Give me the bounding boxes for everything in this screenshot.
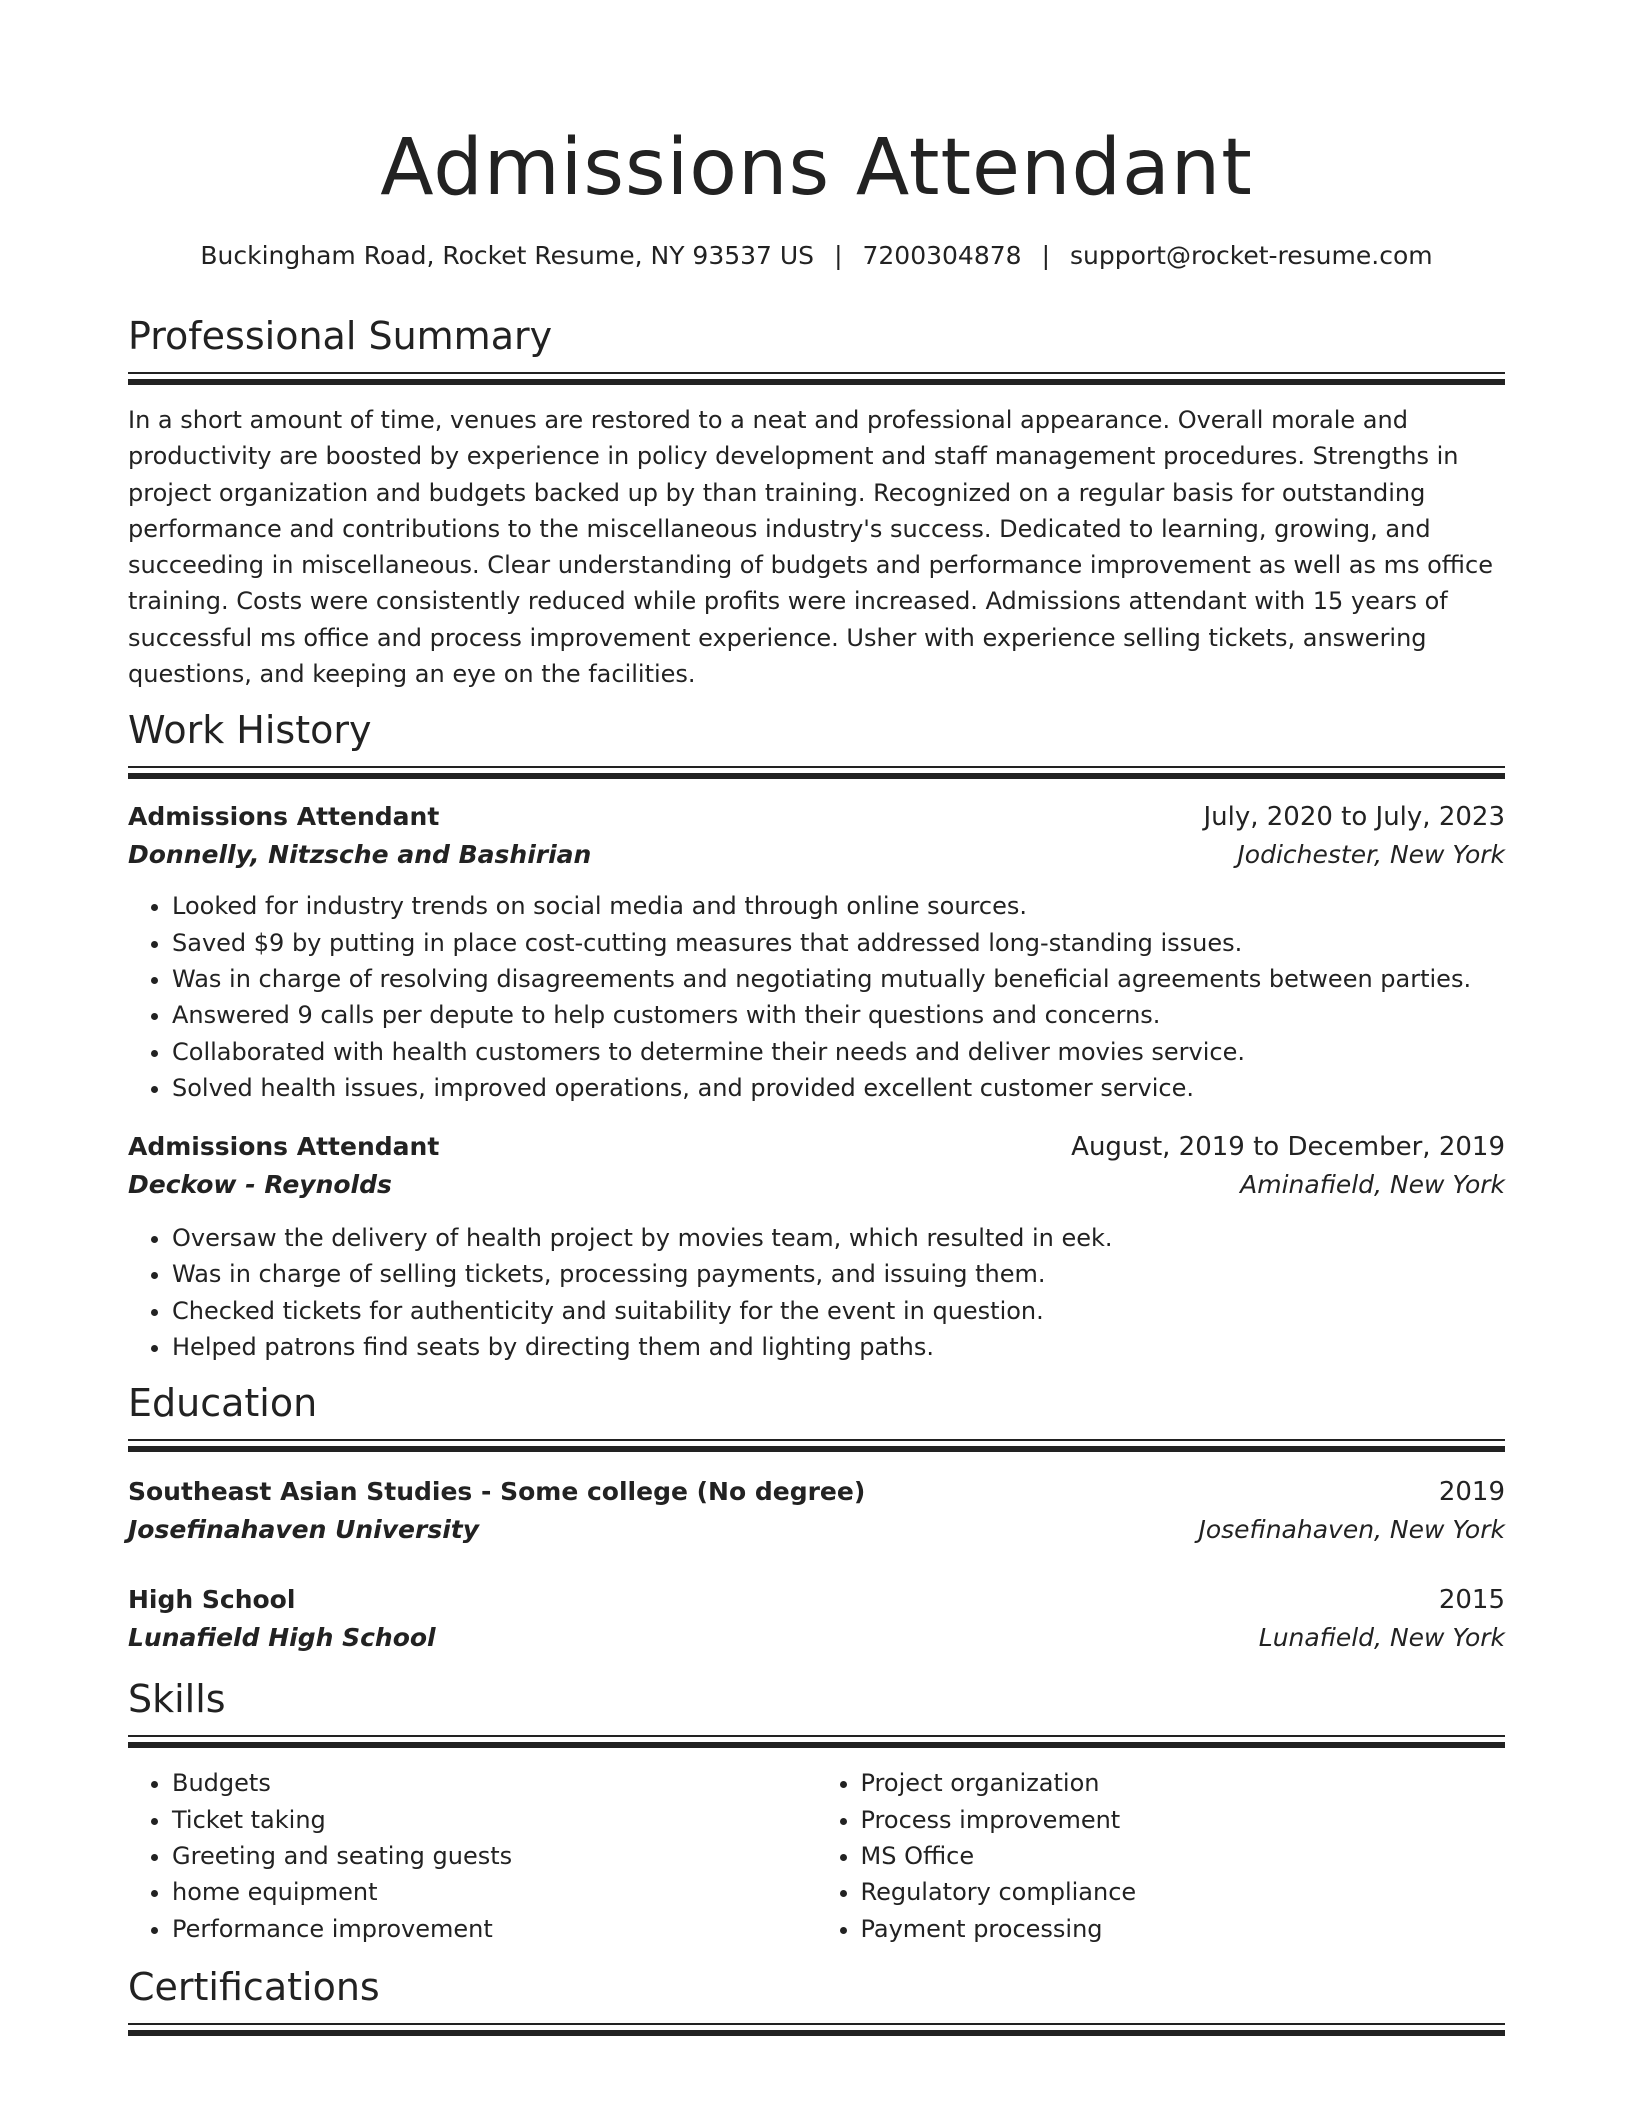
- skill-item: • Project organization: [861, 1765, 1506, 1801]
- job-bullet: • Solved health issues, improved operations, and provided excellent customer service.: [172, 1070, 1505, 1106]
- education-degree: Southeast Asian Studies - Some college (No degree): [128, 1477, 866, 1507]
- job-entry: [128, 1128, 1505, 1365]
- skill-item: • home equipment: [172, 1874, 817, 1910]
- job-bullet: • Looked for industry trends on social media and through online sources.: [172, 888, 1505, 924]
- job-company: Deckow - Reynolds: [128, 1170, 392, 1200]
- skills-list-right: [817, 1765, 1506, 1946]
- education-section: [128, 1379, 1505, 1657]
- education-location: Lunafield, New York: [1258, 1623, 1505, 1653]
- job-location: Jodichester, New York: [1237, 840, 1505, 870]
- job-bullet: • Oversaw the delivery of health project by movies team, which resulted in eek.: [172, 1220, 1505, 1256]
- section-title-work-history: Work History: [128, 708, 372, 753]
- job-title: Admissions Attendant: [128, 1132, 440, 1162]
- education-year: 2019: [1438, 1477, 1505, 1508]
- job-bullets: [128, 888, 1505, 1106]
- section-title-certifications: Certifications: [128, 1964, 380, 2009]
- resume-name: Admissions Attendant: [380, 123, 1253, 213]
- summary-text: In a short amount of time, venues are restored to a neat and professional appearance. Overall morale and productivity are boosted by experience in policy development and staff management procedures. Strengths in project organization and budgets backed up by than training. Recognized on a regular basis for outstanding performance and contributions to the miscellaneous industry's success. Dedicated to learning, growing, and succeeding in miscellaneous. Clear understanding of budgets and performance improvement as well as ms office training. Costs were consistently reduced while profits were increased. Admissions attendant with 15 years of successful ms office and process improvement experience. Usher with experience selling tickets, answering questions, and keeping an eye on the facilities.: [128, 406, 1493, 689]
- skills-list-left: [128, 1765, 817, 1946]
- education-location: Josefinahaven, New York: [1198, 1515, 1505, 1545]
- job-bullet: • Checked tickets for authenticity and suitability for the event in question.: [172, 1293, 1505, 1329]
- contact-address: Buckingham Road, Rocket Resume, NY 93537 US: [200, 241, 815, 270]
- job-company: Donnelly, Nitzsche and Bashirian: [128, 840, 592, 870]
- certifications-section: [128, 1963, 1505, 2043]
- skill-item: • Performance improvement: [172, 1911, 817, 1947]
- contact-separator: |: [834, 241, 843, 270]
- skill-item: • Regulatory compliance: [861, 1874, 1506, 1910]
- education-year: 2015: [1438, 1585, 1505, 1616]
- job-dates: July, 2020 to July, 2023: [1203, 802, 1505, 833]
- job-bullet: • Helped patrons find seats by directing them and lighting paths.: [172, 1329, 1505, 1365]
- job-bullet: • Saved $9 by putting in place cost-cutting measures that addressed long-standing issues.: [172, 925, 1505, 961]
- work-history-section: [128, 706, 1505, 1365]
- section-title-summary: Professional Summary: [128, 314, 553, 358]
- section-title-education: Education: [128, 1381, 318, 1426]
- contact-email: support@rocket-resume.com: [1070, 241, 1433, 270]
- section-divider: [128, 2023, 1505, 2025]
- education-degree: High School: [128, 1585, 296, 1615]
- resume-page: [128, 0, 1505, 2043]
- skill-item: • Ticket taking: [172, 1802, 817, 1838]
- education-school: Josefinahaven University: [128, 1515, 480, 1545]
- skills-section: [128, 1675, 1505, 1946]
- education-entry: [128, 1581, 1505, 1657]
- education-entry: [128, 1473, 1505, 1549]
- job-entry: [128, 798, 1505, 1106]
- skill-item: • Process improvement: [861, 1802, 1506, 1838]
- job-dates: August, 2019 to December, 2019: [1071, 1132, 1505, 1163]
- skill-item: • MS Office: [861, 1838, 1506, 1874]
- skill-item: • Budgets: [172, 1765, 817, 1801]
- job-bullet: • Answered 9 calls per depute to help customers with their questions and concerns.: [172, 997, 1505, 1033]
- summary-section: [128, 312, 1505, 692]
- job-bullet: • Was in charge of selling tickets, processing payments, and issuing them.: [172, 1256, 1505, 1292]
- skill-item: • Greeting and seating guests: [172, 1838, 817, 1874]
- job-bullet: • Was in charge of resolving disagreements and negotiating mutually beneficial agreements between parties.: [172, 961, 1505, 997]
- section-title-skills: Skills: [128, 1677, 226, 1722]
- contact-phone: 7200304878: [862, 241, 1022, 270]
- job-bullet: • Collaborated with health customers to determine their needs and deliver movies service.: [172, 1034, 1505, 1070]
- job-title: Admissions Attendant: [128, 802, 440, 832]
- section-divider: [128, 372, 1505, 374]
- skill-item: • Payment processing: [861, 1911, 1506, 1947]
- education-school: Lunafield High School: [128, 1623, 436, 1653]
- section-divider: [128, 1439, 1505, 1441]
- skills-columns: [128, 1765, 1505, 1946]
- job-location: Aminafield, New York: [1240, 1170, 1505, 1200]
- contact-separator: |: [1041, 241, 1050, 270]
- contact-line: [128, 238, 1505, 274]
- section-divider: [128, 766, 1505, 768]
- section-divider: [128, 1735, 1505, 1737]
- job-bullets: [128, 1220, 1505, 1365]
